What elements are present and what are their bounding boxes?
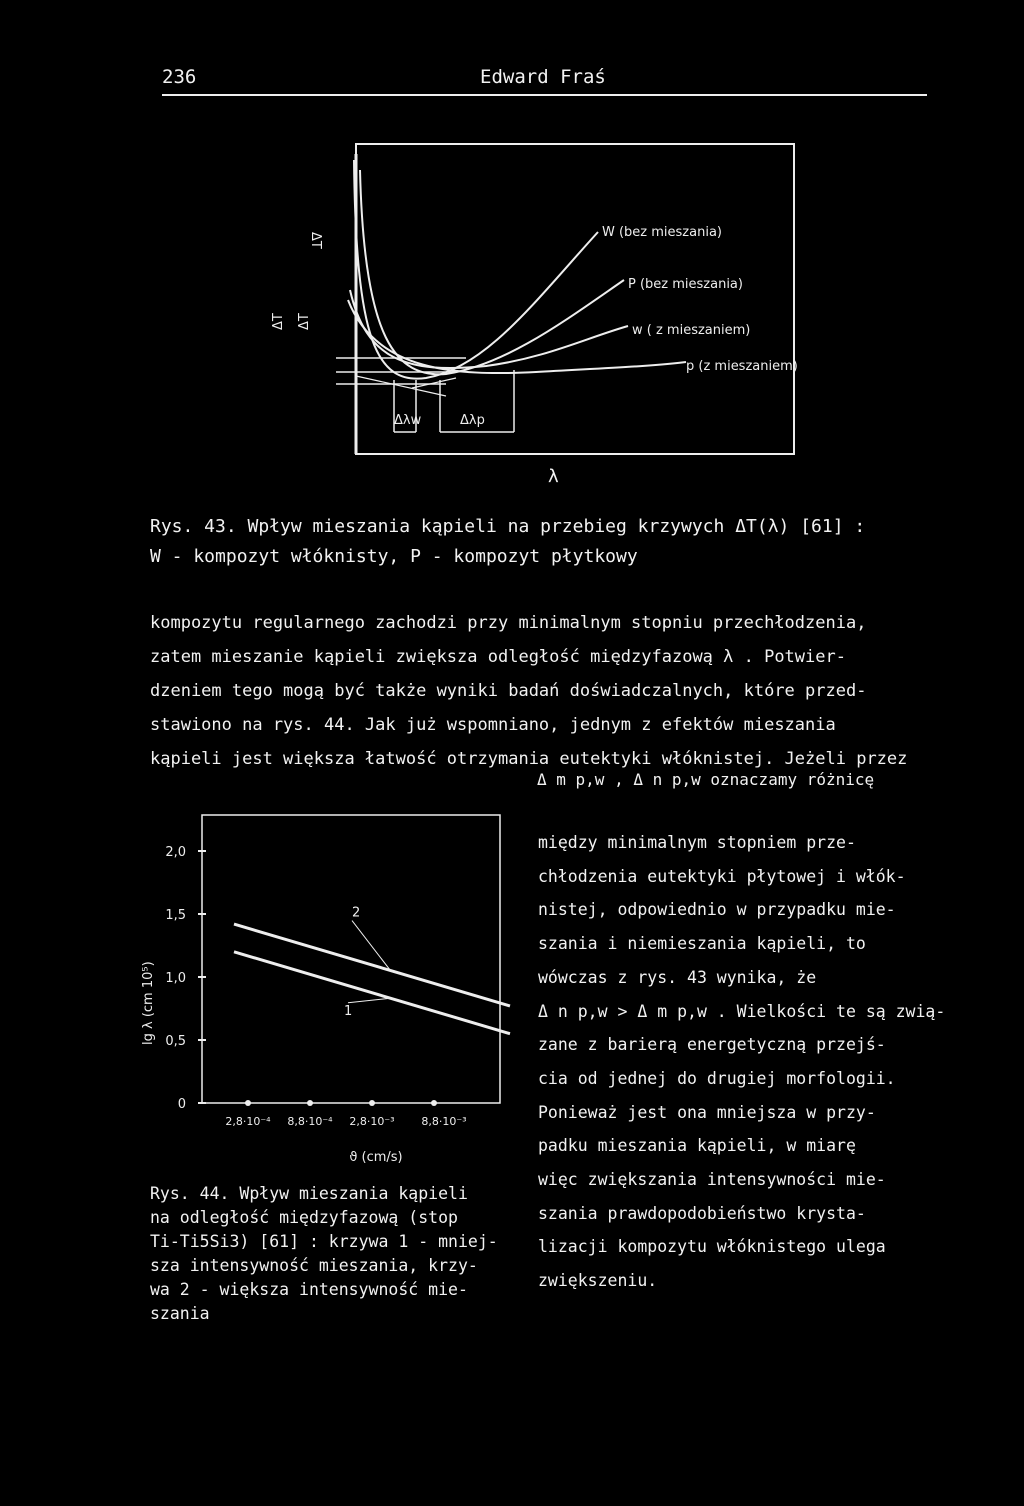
y-tick-label: 2,0 bbox=[165, 845, 186, 860]
column-line: nistej, odpowiednio w przypadku mie- bbox=[538, 900, 896, 920]
label-W: W (bez mieszania) bbox=[602, 225, 722, 240]
y-tick-label: 0 bbox=[177, 1097, 186, 1112]
column-line: więc zwiększania intensywności mie- bbox=[538, 1170, 886, 1190]
column-line: chłodzenia eutektyki płytowej i włók- bbox=[538, 866, 906, 886]
right-column bbox=[538, 826, 946, 1298]
dim-lambda-p: Δλp bbox=[460, 413, 485, 428]
paragraph-line: stawiono na rys. 44. Jak już wspomniano, jednym z efektów mieszania bbox=[150, 715, 836, 735]
x-tick bbox=[245, 1100, 251, 1106]
column-line: między minimalnym stopniem prze- bbox=[538, 833, 856, 852]
paragraph-line: zatem mieszanie kąpieli zwiększa odległość międzyfazową λ . Potwier- bbox=[150, 647, 846, 667]
series-label-2: 2 bbox=[352, 905, 361, 921]
caption1-line2: W - kompozyt włóknisty, P - kompozyt płytkowy bbox=[150, 546, 638, 567]
caption2-line: wa 2 - większa intensywność mie- bbox=[150, 1280, 468, 1299]
dim-lambda-w: Δλw bbox=[394, 413, 422, 428]
caption2-line: sza intensywność mieszania, krzy- bbox=[150, 1256, 478, 1275]
column-line: Δ n p,w > Δ m p,w . Wielkości te są zwią- bbox=[538, 1001, 946, 1021]
running-author: Edward Fraś bbox=[480, 66, 606, 88]
caption-figure-44 bbox=[150, 1182, 530, 1326]
column-line: zwiększeniu. bbox=[538, 1271, 658, 1291]
caption2-line: Rys. 44. Wpływ mieszania kąpieli bbox=[150, 1184, 468, 1203]
y-tick-label: 0,5 bbox=[165, 1034, 186, 1049]
column-line: padku mieszania kąpieli, w miarę bbox=[538, 1136, 856, 1156]
y-tick-label: 1,5 bbox=[165, 908, 186, 923]
curve-w bbox=[350, 290, 628, 368]
chart-y-label: lg λ (cm 10⁵) bbox=[141, 961, 156, 1045]
column-line: szania prawdopodobieństwo krysta- bbox=[538, 1203, 866, 1223]
label-p: p (z mieszaniem) bbox=[686, 359, 798, 374]
x-tick-label: 8,8·10⁻³ bbox=[421, 1115, 467, 1128]
chart-x-label: ϑ (cm/s) bbox=[349, 1150, 403, 1165]
x-tick bbox=[307, 1100, 313, 1106]
x-tick-label: 2,8·10⁻³ bbox=[349, 1115, 395, 1128]
paragraph-1 bbox=[150, 606, 940, 776]
column-line: cia od jednej do drugiej morfologii. bbox=[538, 1068, 896, 1088]
x-tick bbox=[431, 1100, 437, 1106]
column-line: lizacji kompozytu włóknistego ulega bbox=[538, 1237, 886, 1257]
page-header bbox=[162, 64, 927, 96]
caption2-line: Ti-Ti5Si3) [61] : krzywa 1 - mniej- bbox=[150, 1232, 498, 1251]
series-leader-2 bbox=[352, 921, 390, 971]
caption2-line: szania bbox=[150, 1304, 210, 1323]
fig1-x-label: λ bbox=[548, 466, 559, 487]
label-P: P (bez mieszania) bbox=[628, 277, 743, 292]
figure-43 bbox=[271, 140, 798, 458]
column-line: zane z barierą energetyczną przejś- bbox=[538, 1035, 886, 1055]
page-number: 236 bbox=[162, 66, 197, 88]
label-w: w ( z mieszaniem) bbox=[632, 323, 751, 338]
series-label-1: 1 bbox=[344, 1003, 353, 1019]
fig1-y-sub-1: ΔT bbox=[271, 313, 286, 330]
y-tick-label: 1,0 bbox=[165, 971, 186, 986]
caption2-line: na odległość międzyfazową (stop bbox=[150, 1208, 458, 1227]
column-line: szania i niemieszania kąpieli, to bbox=[538, 934, 866, 954]
x-tick bbox=[369, 1100, 375, 1106]
figure-44-chart bbox=[130, 815, 520, 1180]
caption-figure-43 bbox=[150, 512, 950, 572]
fig1-y-sub-2: ΔT bbox=[297, 313, 312, 330]
column-line: wówczas z rys. 43 wynika, że bbox=[538, 967, 817, 987]
paragraph-line: kompozytu regularnego zachodzi przy minimalnym stopniu przechłodzenia, bbox=[150, 613, 867, 633]
math-line: Δ m p,w , Δ n p,w oznaczamy różnicę bbox=[537, 770, 875, 789]
column-line: Ponieważ jest ona mniejsza w przy- bbox=[538, 1102, 876, 1122]
paragraph-line: dzeniem tego mogą być także wyniki badań doświadczalnych, które przed- bbox=[150, 681, 867, 701]
series-leader-1 bbox=[348, 998, 390, 1003]
x-tick-label: 2,8·10⁻⁴ bbox=[225, 1115, 271, 1128]
caption1-line1: Rys. 43. Wpływ mieszania kąpieli na przebieg krzywych ΔT(λ) [61] : bbox=[150, 516, 866, 537]
paragraph-line: kąpieli jest większa łatwość otrzymania eutektyki włóknistej. Jeżeli przez bbox=[150, 749, 908, 769]
x-tick-label: 8,8·10⁻⁴ bbox=[287, 1115, 333, 1128]
fig1-y-label: ΔT bbox=[308, 232, 323, 249]
